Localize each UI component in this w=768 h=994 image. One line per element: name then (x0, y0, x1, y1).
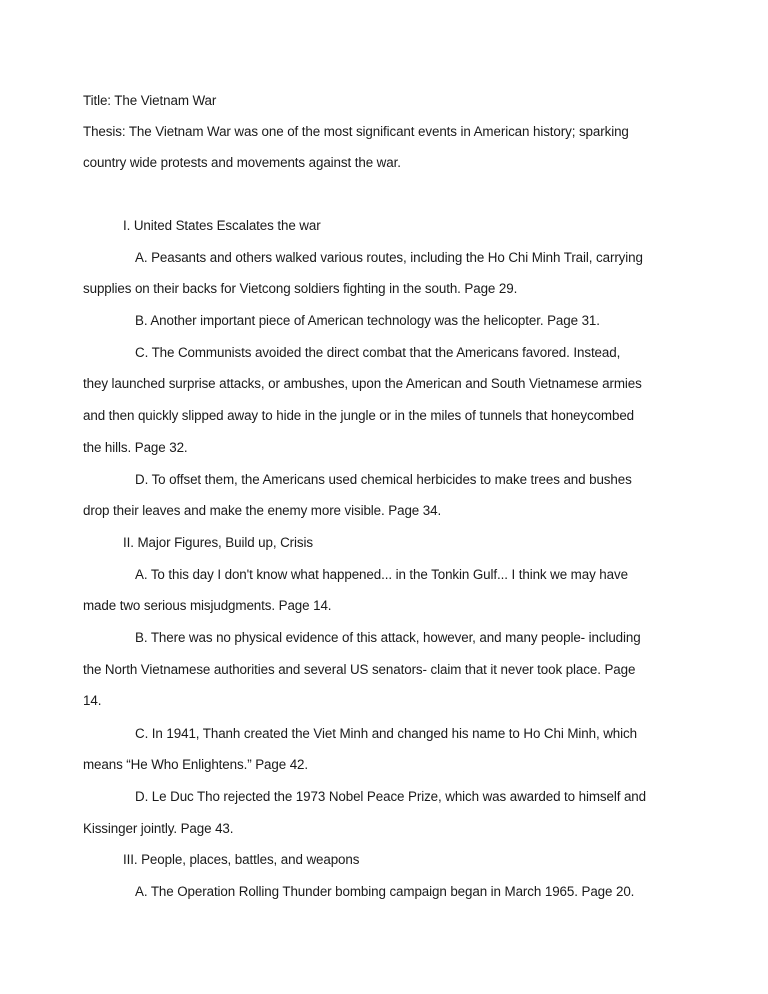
section-1-item-a-line-2: supplies on their backs for Vietcong soldiers fighting in the south. Page 29. (83, 281, 518, 296)
section-heading-2: II. Major Figures, Build up, Crisis (123, 535, 313, 550)
section-2-item-b-line-2: the North Vietnamese authorities and several US senators- claim that it never took place. Page (83, 662, 636, 677)
section-1-item-d-line-1: D. To offset them, the Americans used chemical herbicides to make trees and bushes (135, 472, 632, 487)
section-3-item-a-line-1: A. The Operation Rolling Thunder bombing campaign began in March 1965. Page 20. (135, 884, 635, 899)
document-title: Title: The Vietnam War (83, 93, 217, 108)
thesis-line-2: country wide protests and movements against the war. (83, 155, 401, 170)
thesis-line-1: Thesis: The Vietnam War was one of the most significant events in American history; sparking (83, 124, 629, 139)
section-1-item-d-line-2: drop their leaves and make the enemy more visible. Page 34. (83, 503, 442, 518)
section-1-item-c-line-2: they launched surprise attacks, or ambushes, upon the American and South Vietnamese armies (83, 376, 642, 391)
section-1-item-c-line-3: and then quickly slipped away to hide in the jungle or in the miles of tunnels that honeycombed (83, 408, 635, 423)
section-1-item-c-line-1: C. The Communists avoided the direct combat that the Americans favored. Instead, (135, 345, 621, 360)
section-heading-3: III. People, places, battles, and weapons (123, 852, 360, 867)
section-1-item-a-line-1: A. Peasants and others walked various routes, including the Ho Chi Minh Trail, carrying (135, 250, 643, 265)
section-1-item-b-line-1: B. Another important piece of American technology was the helicopter. Page 31. (135, 313, 600, 328)
section-heading-1: I. United States Escalates the war (123, 218, 321, 233)
section-2-item-d-line-2: Kissinger jointly. Page 43. (83, 821, 234, 836)
section-2-item-b-line-1: B. There was no physical evidence of this attack, however, and many people- including (135, 630, 641, 645)
section-1-item-c-line-4: the hills. Page 32. (83, 440, 188, 455)
section-2-item-c-line-1: C. In 1941, Thanh created the Viet Minh and changed his name to Ho Chi Minh, which (135, 726, 637, 741)
section-2-item-a-line-2: made two serious misjudgments. Page 14. (83, 598, 332, 613)
section-2-item-b-line-3: 14. (83, 693, 102, 708)
section-2-item-d-line-1: D. Le Duc Tho rejected the 1973 Nobel Peace Prize, which was awarded to himself and (135, 789, 646, 804)
section-2-item-a-line-1: A. To this day I don't know what happened... in the Tonkin Gulf... I think we may have (135, 567, 628, 582)
section-2-item-c-line-2: means “He Who Enlightens.” Page 42. (83, 757, 309, 772)
